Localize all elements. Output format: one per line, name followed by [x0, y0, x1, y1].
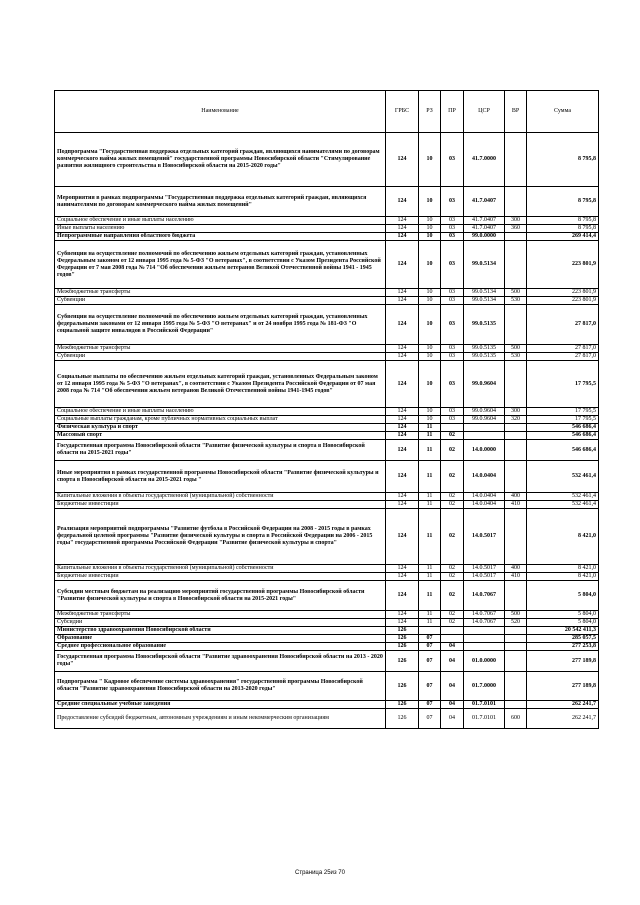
cell-rz: 10: [419, 289, 441, 297]
cell-sum: 5 804,0: [527, 581, 599, 611]
table-row: [55, 651, 599, 672]
cell-sum: 223 801,9: [527, 289, 599, 297]
cell-rz: 11: [419, 493, 441, 501]
cell-grbs: 124: [386, 611, 419, 619]
table-row: [55, 565, 599, 573]
cell-grbs: 124: [386, 408, 419, 416]
cell-csr: 14.0.0404: [464, 461, 505, 493]
cell-pr: 03: [441, 133, 464, 187]
cell-csr: 01.7.0101: [464, 701, 505, 709]
cell-vr: 300: [505, 217, 527, 225]
cell-name: Образование: [55, 635, 386, 643]
cell-sum: 8 421,0: [527, 509, 599, 565]
cell-vr: 400: [505, 565, 527, 573]
cell-csr: 01.7.0101: [464, 709, 505, 729]
cell-name: Социальные выплаты гражданам, кроме публичных нормативных социальных выплат: [55, 416, 386, 424]
cell-vr: 400: [505, 493, 527, 501]
cell-grbs: 126: [386, 627, 419, 635]
cell-csr: 14.0.0000: [464, 440, 505, 461]
cell-rz: 10: [419, 305, 441, 345]
cell-grbs: 124: [386, 424, 419, 432]
cell-sum: 17 795,5: [527, 361, 599, 408]
cell-rz: [419, 627, 441, 635]
cell-vr: [505, 424, 527, 432]
cell-csr: 14.0.7067: [464, 619, 505, 627]
cell-rz: 07: [419, 635, 441, 643]
cell-csr: 14.0.7067: [464, 611, 505, 619]
cell-grbs: 124: [386, 432, 419, 440]
cell-sum: 269 414,4: [527, 233, 599, 241]
cell-sum: 8 421,0: [527, 573, 599, 581]
cell-sum: 532 461,4: [527, 461, 599, 493]
table-row: [55, 627, 599, 635]
cell-vr: [505, 635, 527, 643]
cell-name: Субвенции: [55, 297, 386, 305]
cell-pr: 03: [441, 217, 464, 225]
cell-vr: 300: [505, 408, 527, 416]
cell-vr: [505, 133, 527, 187]
cell-pr: 02: [441, 432, 464, 440]
cell-rz: 11: [419, 611, 441, 619]
cell-sum: 223 801,9: [527, 241, 599, 289]
cell-csr: 99.0.9604: [464, 361, 505, 408]
cell-csr: 99.0.9604: [464, 408, 505, 416]
cell-rz: 10: [419, 353, 441, 361]
table-row: [55, 345, 599, 353]
cell-pr: 02: [441, 440, 464, 461]
cell-grbs: 124: [386, 565, 419, 573]
cell-pr: [441, 424, 464, 432]
cell-vr: 600: [505, 709, 527, 729]
table-row: [55, 672, 599, 701]
cell-sum: 27 817,0: [527, 345, 599, 353]
cell-vr: 500: [505, 611, 527, 619]
cell-grbs: 124: [386, 416, 419, 424]
page-number: Страница 25из 70: [295, 870, 345, 876]
table-row: [55, 643, 599, 651]
cell-name: Бюджетные инвестиции: [55, 573, 386, 581]
table-row: [55, 440, 599, 461]
cell-pr: 03: [441, 408, 464, 416]
cell-sum: 8 795,8: [527, 133, 599, 187]
cell-vr: [505, 233, 527, 241]
cell-rz: 11: [419, 424, 441, 432]
cell-csr: 99.0.5134: [464, 289, 505, 297]
cell-name: Субсидии местным бюджетам на реализацию мероприятий государственной программы Новосибирской области "Развитие физической культуры и спорта в Новосибирской области на 2015-2021 годы": [55, 581, 386, 611]
cell-name: Межбюджетные трансферты: [55, 345, 386, 353]
table-row: [55, 619, 599, 627]
cell-csr: 99.0.5134: [464, 241, 505, 289]
table-row: [55, 241, 599, 289]
cell-grbs: 124: [386, 440, 419, 461]
cell-pr: 03: [441, 297, 464, 305]
cell-rz: 10: [419, 361, 441, 408]
cell-rz: 07: [419, 651, 441, 672]
cell-rz: 07: [419, 672, 441, 701]
table-row: [55, 581, 599, 611]
cell-csr: 99.0.0000: [464, 233, 505, 241]
header-name: Наименование: [55, 91, 386, 133]
header-vr: ВР: [505, 91, 527, 133]
cell-csr: 14.0.0404: [464, 501, 505, 509]
table-row: [55, 461, 599, 493]
table-row: [55, 635, 599, 643]
cell-sum: 8 795,8: [527, 217, 599, 225]
cell-rz: 10: [419, 297, 441, 305]
cell-name: Подпрограмма "Государственная поддержка отдельных категорий граждан, являющихся нанимателями по договорам коммерческого найма жилых помещений" государственной программы Новосибирской области "Стимулирование развития жилищного строительства в Новосибирской области на 2015-2020 годы": [55, 133, 386, 187]
cell-vr: [505, 651, 527, 672]
cell-rz: 10: [419, 233, 441, 241]
cell-csr: 14.0.5017: [464, 573, 505, 581]
cell-pr: 02: [441, 501, 464, 509]
cell-pr: 03: [441, 305, 464, 345]
cell-vr: 500: [505, 289, 527, 297]
cell-rz: 11: [419, 440, 441, 461]
cell-pr: 02: [441, 565, 464, 573]
cell-sum: 532 461,4: [527, 493, 599, 501]
cell-pr: 02: [441, 611, 464, 619]
cell-rz: 10: [419, 345, 441, 353]
cell-pr: 02: [441, 509, 464, 565]
cell-pr: 03: [441, 289, 464, 297]
cell-csr: 99.0.5135: [464, 345, 505, 353]
cell-sum: 262 241,7: [527, 701, 599, 709]
cell-pr: 03: [441, 187, 464, 217]
cell-pr: 04: [441, 701, 464, 709]
cell-vr: [505, 701, 527, 709]
cell-sum: 5 804,0: [527, 611, 599, 619]
cell-csr: [464, 635, 505, 643]
cell-csr: 99.0.5135: [464, 353, 505, 361]
cell-vr: 360: [505, 225, 527, 233]
cell-vr: 500: [505, 345, 527, 353]
cell-vr: 410: [505, 573, 527, 581]
cell-name: Мероприятия в рамках подпрограммы "Государственная поддержка отдельных категорий граждан, являющихся нанимателями по договорам коммерческого найма жилых помещений": [55, 187, 386, 217]
cell-pr: 03: [441, 416, 464, 424]
cell-name: Министерство здравоохранения Новосибирской области: [55, 627, 386, 635]
cell-csr: [464, 643, 505, 651]
cell-csr: 01.7.0000: [464, 672, 505, 701]
cell-name: Иные мероприятия в рамках государственной программы Новосибирской области "Развитие физической культуры и спорта в Новосибирской области на 2015-2021 годы ": [55, 461, 386, 493]
table-row: [55, 408, 599, 416]
cell-name: Государственная программа Новосибирской области "Развитие физической культуры и спорта в Новосибирской области на 2015-2021 годы": [55, 440, 386, 461]
table-row: [55, 133, 599, 187]
cell-pr: [441, 635, 464, 643]
cell-vr: 530: [505, 353, 527, 361]
cell-name: Капитальные вложения в объекты государственной (муниципальной) собственности: [55, 493, 386, 501]
cell-name: Непрограммные направления областного бюджета: [55, 233, 386, 241]
cell-rz: 07: [419, 701, 441, 709]
cell-sum: 8 795,8: [527, 225, 599, 233]
cell-sum: 277 253,8: [527, 643, 599, 651]
cell-rz: 10: [419, 187, 441, 217]
table-row: [55, 225, 599, 233]
header-rz: РЗ: [419, 91, 441, 133]
cell-vr: [505, 432, 527, 440]
cell-csr: 01.0.0000: [464, 651, 505, 672]
cell-sum: 532 461,4: [527, 501, 599, 509]
cell-grbs: 126: [386, 635, 419, 643]
cell-rz: 10: [419, 241, 441, 289]
cell-name: Социальное обеспечение и иные выплаты населению: [55, 217, 386, 225]
table-row: [55, 701, 599, 709]
header-grbs: ГРБС: [386, 91, 419, 133]
header-pr: ПР: [441, 91, 464, 133]
cell-csr: 41.7.0407: [464, 217, 505, 225]
cell-name: Средние специальные учебные заведения: [55, 701, 386, 709]
cell-pr: 02: [441, 493, 464, 501]
cell-vr: [505, 643, 527, 651]
cell-rz: 11: [419, 619, 441, 627]
table-row: [55, 297, 599, 305]
cell-csr: 14.0.7067: [464, 581, 505, 611]
cell-rz: 11: [419, 432, 441, 440]
cell-rz: 10: [419, 416, 441, 424]
cell-name: Социальное обеспечение и иные выплаты населению: [55, 408, 386, 416]
cell-name: Иные выплаты населению: [55, 225, 386, 233]
cell-rz: 10: [419, 217, 441, 225]
cell-sum: 546 686,4: [527, 432, 599, 440]
cell-grbs: 124: [386, 233, 419, 241]
cell-name: Среднее профессиональное образование: [55, 643, 386, 651]
cell-name: Реализация мероприятий подпрограммы "Развитие футбола в Российской Федерации на 2008 - 2015 годы в рамках федеральной целевой программы "Развитие физической культуры и спорта в Российской Федерации на 2006 - 2015 годы" государственной программы Российской Федерации "Развитие физической культуры и спорта": [55, 509, 386, 565]
cell-vr: 410: [505, 501, 527, 509]
cell-csr: 99.0.9604: [464, 416, 505, 424]
cell-name: Субвенции на осуществление полномочий по обеспечению жильем отдельных категорий граждан, установленных федеральными законами от 12 января 1995 года № 5-ФЗ "О ветеранах" и от 24 ноября 1995 года № 181-ФЗ "О социальной защите инвалидов в Российской Федерации": [55, 305, 386, 345]
cell-grbs: 124: [386, 133, 419, 187]
table-row: [55, 217, 599, 225]
table-row: [55, 509, 599, 565]
cell-rz: 11: [419, 501, 441, 509]
cell-grbs: 124: [386, 509, 419, 565]
table-row: [55, 493, 599, 501]
table-row: [55, 187, 599, 217]
cell-pr: 02: [441, 619, 464, 627]
cell-vr: [505, 672, 527, 701]
table-header-row: [55, 91, 599, 133]
cell-csr: 14.0.5017: [464, 509, 505, 565]
table-row: [55, 432, 599, 440]
cell-vr: [505, 581, 527, 611]
cell-pr: [441, 627, 464, 635]
cell-name: Субвенции на осуществление полномочий по обеспечению жильем отдельных категорий граждан, установленных Федеральным законом от 12 января 1995 года № 5-ФЗ "О ветеранах", в соответствии с Указом Президента Российской Федерации от 7 мая 2008 года № 714 "Об обеспечении жильем ветеранов Великой Отечественной войны 1941 - 1945 годов": [55, 241, 386, 289]
cell-sum: 223 801,9: [527, 297, 599, 305]
cell-grbs: 124: [386, 493, 419, 501]
cell-grbs: 124: [386, 361, 419, 408]
cell-pr: 03: [441, 233, 464, 241]
cell-rz: 11: [419, 509, 441, 565]
cell-pr: 04: [441, 672, 464, 701]
table-row: [55, 233, 599, 241]
cell-rz: 10: [419, 408, 441, 416]
table-body: [55, 133, 599, 729]
cell-csr: 41.7.0000: [464, 133, 505, 187]
cell-vr: [505, 440, 527, 461]
budget-table: [54, 90, 599, 729]
cell-csr: 41.7.0407: [464, 225, 505, 233]
cell-csr: 14.0.5017: [464, 565, 505, 573]
cell-name: Бюджетные инвестиции: [55, 501, 386, 509]
cell-csr: [464, 627, 505, 635]
cell-grbs: 124: [386, 573, 419, 581]
cell-name: Физическая культура и спорт: [55, 424, 386, 432]
table-row: [55, 305, 599, 345]
cell-grbs: 124: [386, 353, 419, 361]
cell-name: Субвенции: [55, 353, 386, 361]
cell-name: Субсидии: [55, 619, 386, 627]
cell-vr: [505, 187, 527, 217]
cell-name: Межбюджетные трансферты: [55, 289, 386, 297]
cell-name: Государственная программа Новосибирской области "Развитие здравоохранения Новосибирской области на 2013 - 2020 годы": [55, 651, 386, 672]
cell-vr: [505, 241, 527, 289]
cell-sum: 8 795,8: [527, 187, 599, 217]
cell-vr: [505, 627, 527, 635]
cell-name: Межбюджетные трансферты: [55, 611, 386, 619]
cell-pr: 03: [441, 225, 464, 233]
cell-csr: 99.0.5135: [464, 305, 505, 345]
cell-pr: 04: [441, 709, 464, 729]
cell-vr: 530: [505, 297, 527, 305]
cell-sum: 277 189,8: [527, 651, 599, 672]
cell-csr: [464, 432, 505, 440]
cell-rz: 11: [419, 565, 441, 573]
cell-name: Капитальные вложения в объекты государственной (муниципальной) собственности: [55, 565, 386, 573]
cell-vr: [505, 305, 527, 345]
cell-pr: 04: [441, 651, 464, 672]
cell-csr: [464, 424, 505, 432]
cell-pr: 03: [441, 241, 464, 289]
cell-rz: 10: [419, 133, 441, 187]
cell-pr: 03: [441, 353, 464, 361]
cell-rz: 07: [419, 643, 441, 651]
table-row: [55, 353, 599, 361]
cell-vr: [505, 509, 527, 565]
table-row: [55, 361, 599, 408]
table-row: [55, 611, 599, 619]
cell-pr: 02: [441, 573, 464, 581]
cell-vr: 320: [505, 416, 527, 424]
cell-rz: 11: [419, 581, 441, 611]
cell-grbs: 126: [386, 701, 419, 709]
cell-grbs: 126: [386, 643, 419, 651]
cell-csr: 14.0.0404: [464, 493, 505, 501]
cell-grbs: 124: [386, 297, 419, 305]
cell-name: Социальные выплаты по обеспечению жильем отдельных категорий граждан, установленных Федеральным законом от 12 января 1995 года № 5-ФЗ "О ветеранах", в соответствии с Указом Президента Российской Федерации от 07 мая 2008 года № 714 "Об обеспечении жильем ветеранов Великой Отечественной войны 1941-1945 годов": [55, 361, 386, 408]
cell-grbs: 126: [386, 672, 419, 701]
cell-sum: 17 795,5: [527, 408, 599, 416]
table-row: [55, 709, 599, 729]
cell-grbs: 124: [386, 289, 419, 297]
cell-name: Предоставление субсидий бюджетным, автономным учреждениям и иным некоммерческим организациям: [55, 709, 386, 729]
cell-grbs: 124: [386, 225, 419, 233]
cell-sum: 262 241,7: [527, 709, 599, 729]
cell-grbs: 124: [386, 217, 419, 225]
table-row: [55, 424, 599, 432]
cell-rz: 10: [419, 225, 441, 233]
table-row: [55, 501, 599, 509]
cell-name: Массовый спорт: [55, 432, 386, 440]
cell-sum: 277 189,8: [527, 672, 599, 701]
cell-sum: 27 817,0: [527, 353, 599, 361]
cell-pr: 02: [441, 581, 464, 611]
cell-vr: [505, 461, 527, 493]
cell-grbs: 124: [386, 345, 419, 353]
cell-rz: 11: [419, 461, 441, 493]
table-row: [55, 416, 599, 424]
cell-pr: 02: [441, 461, 464, 493]
cell-pr: 03: [441, 345, 464, 353]
header-csr: ЦСР: [464, 91, 505, 133]
cell-grbs: 126: [386, 709, 419, 729]
cell-grbs: 126: [386, 651, 419, 672]
cell-sum: 285 057,5: [527, 635, 599, 643]
cell-grbs: 124: [386, 581, 419, 611]
cell-sum: 17 795,5: [527, 416, 599, 424]
table-row: [55, 289, 599, 297]
cell-vr: 520: [505, 619, 527, 627]
cell-sum: 27 817,0: [527, 305, 599, 345]
header-sum: Сумма: [527, 91, 599, 133]
cell-sum: 5 804,0: [527, 619, 599, 627]
cell-grbs: 124: [386, 461, 419, 493]
cell-sum: 546 686,4: [527, 440, 599, 461]
cell-grbs: 124: [386, 241, 419, 289]
cell-pr: 03: [441, 361, 464, 408]
cell-vr: [505, 361, 527, 408]
cell-grbs: 124: [386, 501, 419, 509]
cell-grbs: 124: [386, 187, 419, 217]
cell-pr: 04: [441, 643, 464, 651]
cell-rz: 11: [419, 573, 441, 581]
table-row: [55, 573, 599, 581]
cell-csr: 41.7.0407: [464, 187, 505, 217]
cell-rz: 07: [419, 709, 441, 729]
cell-sum: 546 686,4: [527, 424, 599, 432]
cell-sum: 8 421,0: [527, 565, 599, 573]
cell-grbs: 124: [386, 305, 419, 345]
cell-sum: 20 542 411,3: [527, 627, 599, 635]
cell-name: Подпрограмма " Кадровое обеспечение системы здравоохранения" государственной программы Новосибирской области "Развитие здравоохранения Новосибирской области на 2013-2020 годы": [55, 672, 386, 701]
cell-csr: 99.0.5134: [464, 297, 505, 305]
cell-grbs: 124: [386, 619, 419, 627]
